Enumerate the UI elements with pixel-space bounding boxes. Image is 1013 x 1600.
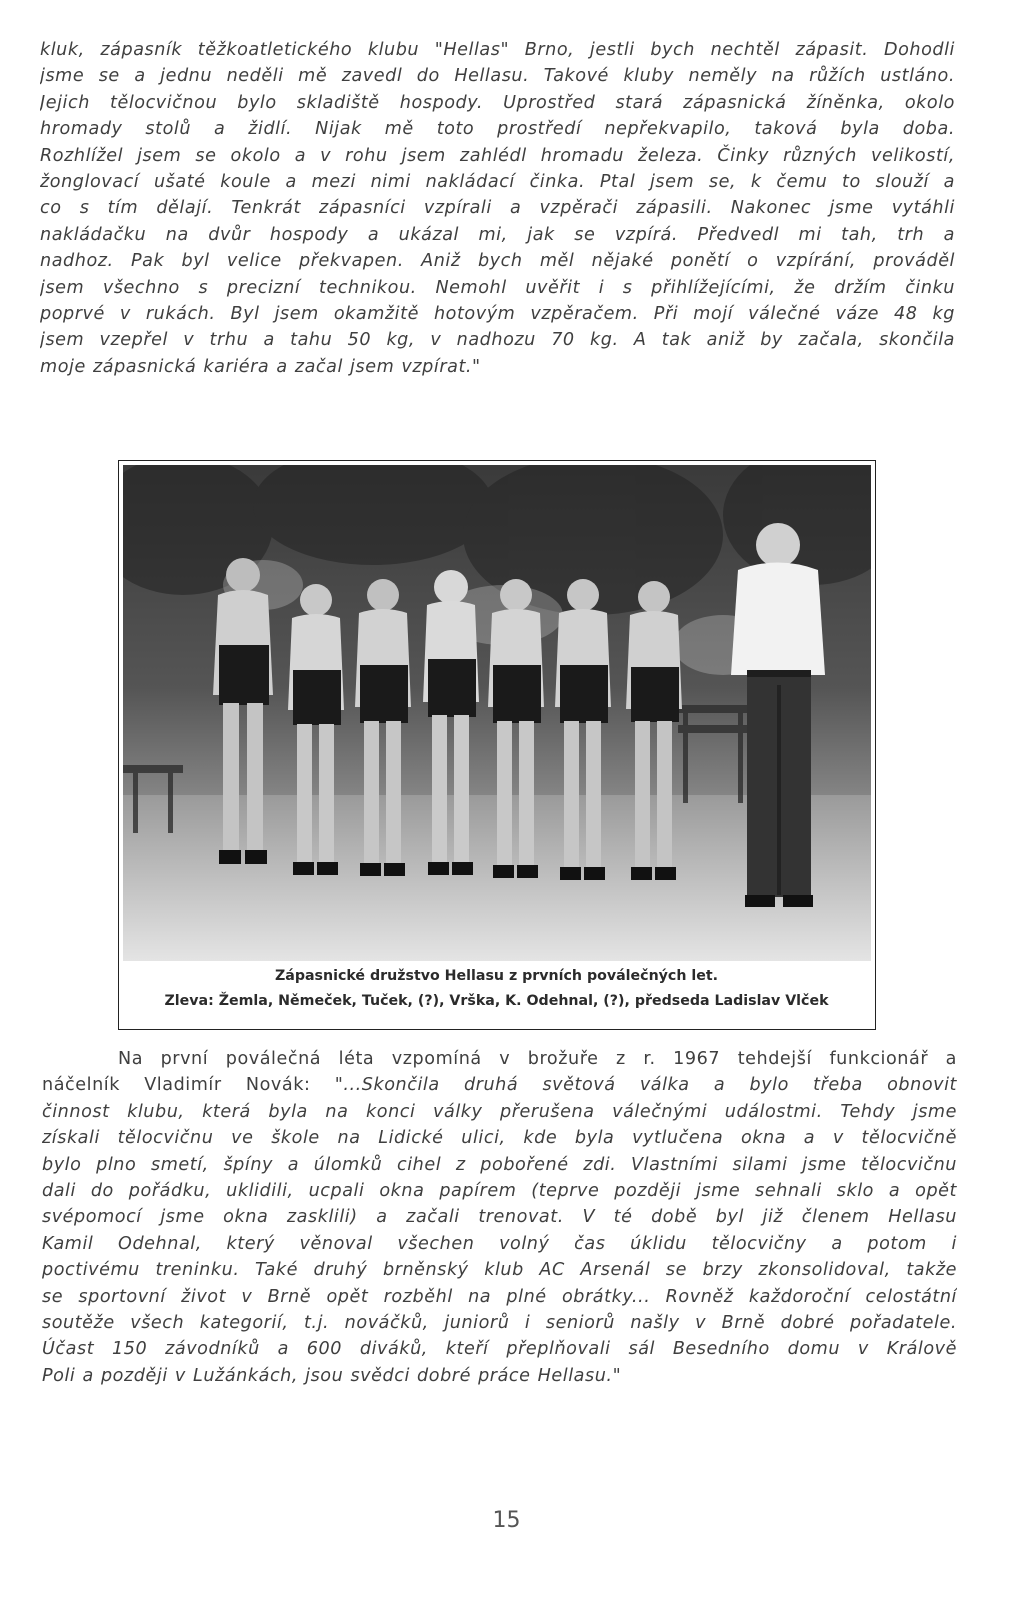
text-line <box>42 1336 957 1362</box>
text-line: Rozhlížel jsem se okolo a v rohu jsem zahlédl hromadu železa. Činky různých velikostí, <box>40 145 955 166</box>
text-line <box>42 1257 957 1283</box>
text-line <box>42 1046 957 1072</box>
text-line: jsem vzepřel v trhu a tahu 50 kg, v nadhozu 70 kg. A tak aniž by začala, skončila <box>40 330 955 351</box>
line-text-italic: Kamil Odehnal, který věnoval všechen volný čas úklidu tělocvičny a potom i <box>42 1233 957 1254</box>
text-line <box>42 1178 957 1204</box>
caption-title: Zápasnické družstvo Hellasu z prvních poválečných let. <box>274 968 719 984</box>
text-line <box>42 1204 957 1230</box>
paragraph-1 <box>40 37 955 380</box>
line-text-italic: Účast 150 závodníků a 600 diváků, kteří přeplňovali sál Besedního domu v Králově <box>42 1339 957 1360</box>
text-line: co s tím dělají. Tenkrát zápasníci vzpírali a vzpěrači zápasili. Nakonec jsme vytáhli <box>40 198 955 219</box>
text-line <box>42 1310 957 1336</box>
line-text-upright: náčelník Vladimír Novák: <box>42 1075 335 1096</box>
text-line: hromady stolů a židlí. Nijak mě toto prostředí nepřekvapilo, taková byla doba. <box>40 119 955 140</box>
line-text-italic: dali do pořádku, uklidili, ucpali okna papírem (teprve později jsme sehnali sklo a opět <box>42 1180 957 1201</box>
text-line <box>42 1363 957 1389</box>
line-text-italic: se sportovní život v Brně opět rozběhl na plné obrátky... Rovněž každoroční celostátní <box>42 1286 957 1307</box>
text-line <box>42 1231 957 1257</box>
caption-names: Zleva: Žemla, Němeček, Tuček, (?), Vrška, K. Odehnal, (?), předseda Ladislav Vlček <box>164 993 829 1009</box>
text-line: jsem všechno s precizní technikou. Nemohl uvěřit i s přihlížejícími, že držím činku <box>40 277 955 298</box>
team-photograph <box>123 465 871 961</box>
line-text-italic: Poli a později v Lužánkách, jsou svědci dobré práce Hellasu." <box>42 1365 622 1386</box>
text-line <box>42 1125 957 1151</box>
text-line: jsme se a jednu neděli mě zavedl do Hellasu. Takové kluby neměly na růžích ustláno. <box>40 66 955 87</box>
line-text-italic: poctivému treninku. Také druhý brněnský klub AC Arsenál se brzy zkonsolidoval, takže <box>42 1260 957 1281</box>
text-line: nadhoz. Pak byl velice překvapen. Aniž bych měl nějaké ponětí o vzpírání, prováděl <box>40 251 955 272</box>
text-line: nakládačku na dvůr hospody a ukázal mi, jak se vzpírá. Předvedl mi tah, trh a <box>40 224 955 245</box>
text-line <box>42 1284 957 1310</box>
text-line: Jejich tělocvičnou bylo skladiště hospody. Uprostřed stará zápasnická žíněnka, okolo <box>40 92 955 113</box>
text-line: kluk, zápasník těžkoatletického klubu "Hellas" Brno, jestli bych nechtěl zápasit. Dohodli <box>40 40 955 60</box>
text-line <box>42 1099 957 1125</box>
line-text-italic: činnost klubu, která byla na konci války přerušena válečnými událostmi. Tehdy jsme <box>42 1101 957 1122</box>
text-line: moje zápasnická kariéra a začal jsem vzpírat." <box>40 356 481 377</box>
text-line: poprvé v rukách. Byl jsem okamžitě hotovým vzpěračem. Při mojí válečné váze 48 kg <box>40 303 955 324</box>
text-line <box>42 1072 957 1098</box>
line-text-upright: Na první poválečná léta vzpomíná v brožuře z r. 1967 tehdejší funkcionář a <box>118 1049 957 1069</box>
figure <box>118 460 876 1030</box>
page-number: 15 <box>492 1508 521 1533</box>
line-text-italic: získali tělocvičnu ve škole na Lidické ulici, kde byla vytlučena okna a v tělocvičně <box>42 1128 957 1149</box>
line-text-italic: bylo plno smetí, špíny a úlomků cihel z pobořené zdi. Vlastními silami jsme tělocvičnu <box>42 1154 957 1175</box>
paragraph-2 <box>42 1046 957 1389</box>
line-text-italic: "...Skončila druhá světová válka a bylo třeba obnovit <box>334 1075 957 1096</box>
figure-caption <box>119 964 874 1014</box>
text-line <box>42 1152 957 1178</box>
line-text-italic: soutěže všech kategorií, t.j. nováčků, juniorů i seniorů našly v Brně dobré pořadatele. <box>42 1312 957 1333</box>
line-text-italic: svépomocí jsme okna zasklili) a začali trenovat. V té době byl již členem Hellasu <box>42 1207 957 1228</box>
text-line: žonglovací ušaté koule a mezi nimi nakládací činka. Ptal jsem se, k čemu to slouží a <box>40 171 955 192</box>
